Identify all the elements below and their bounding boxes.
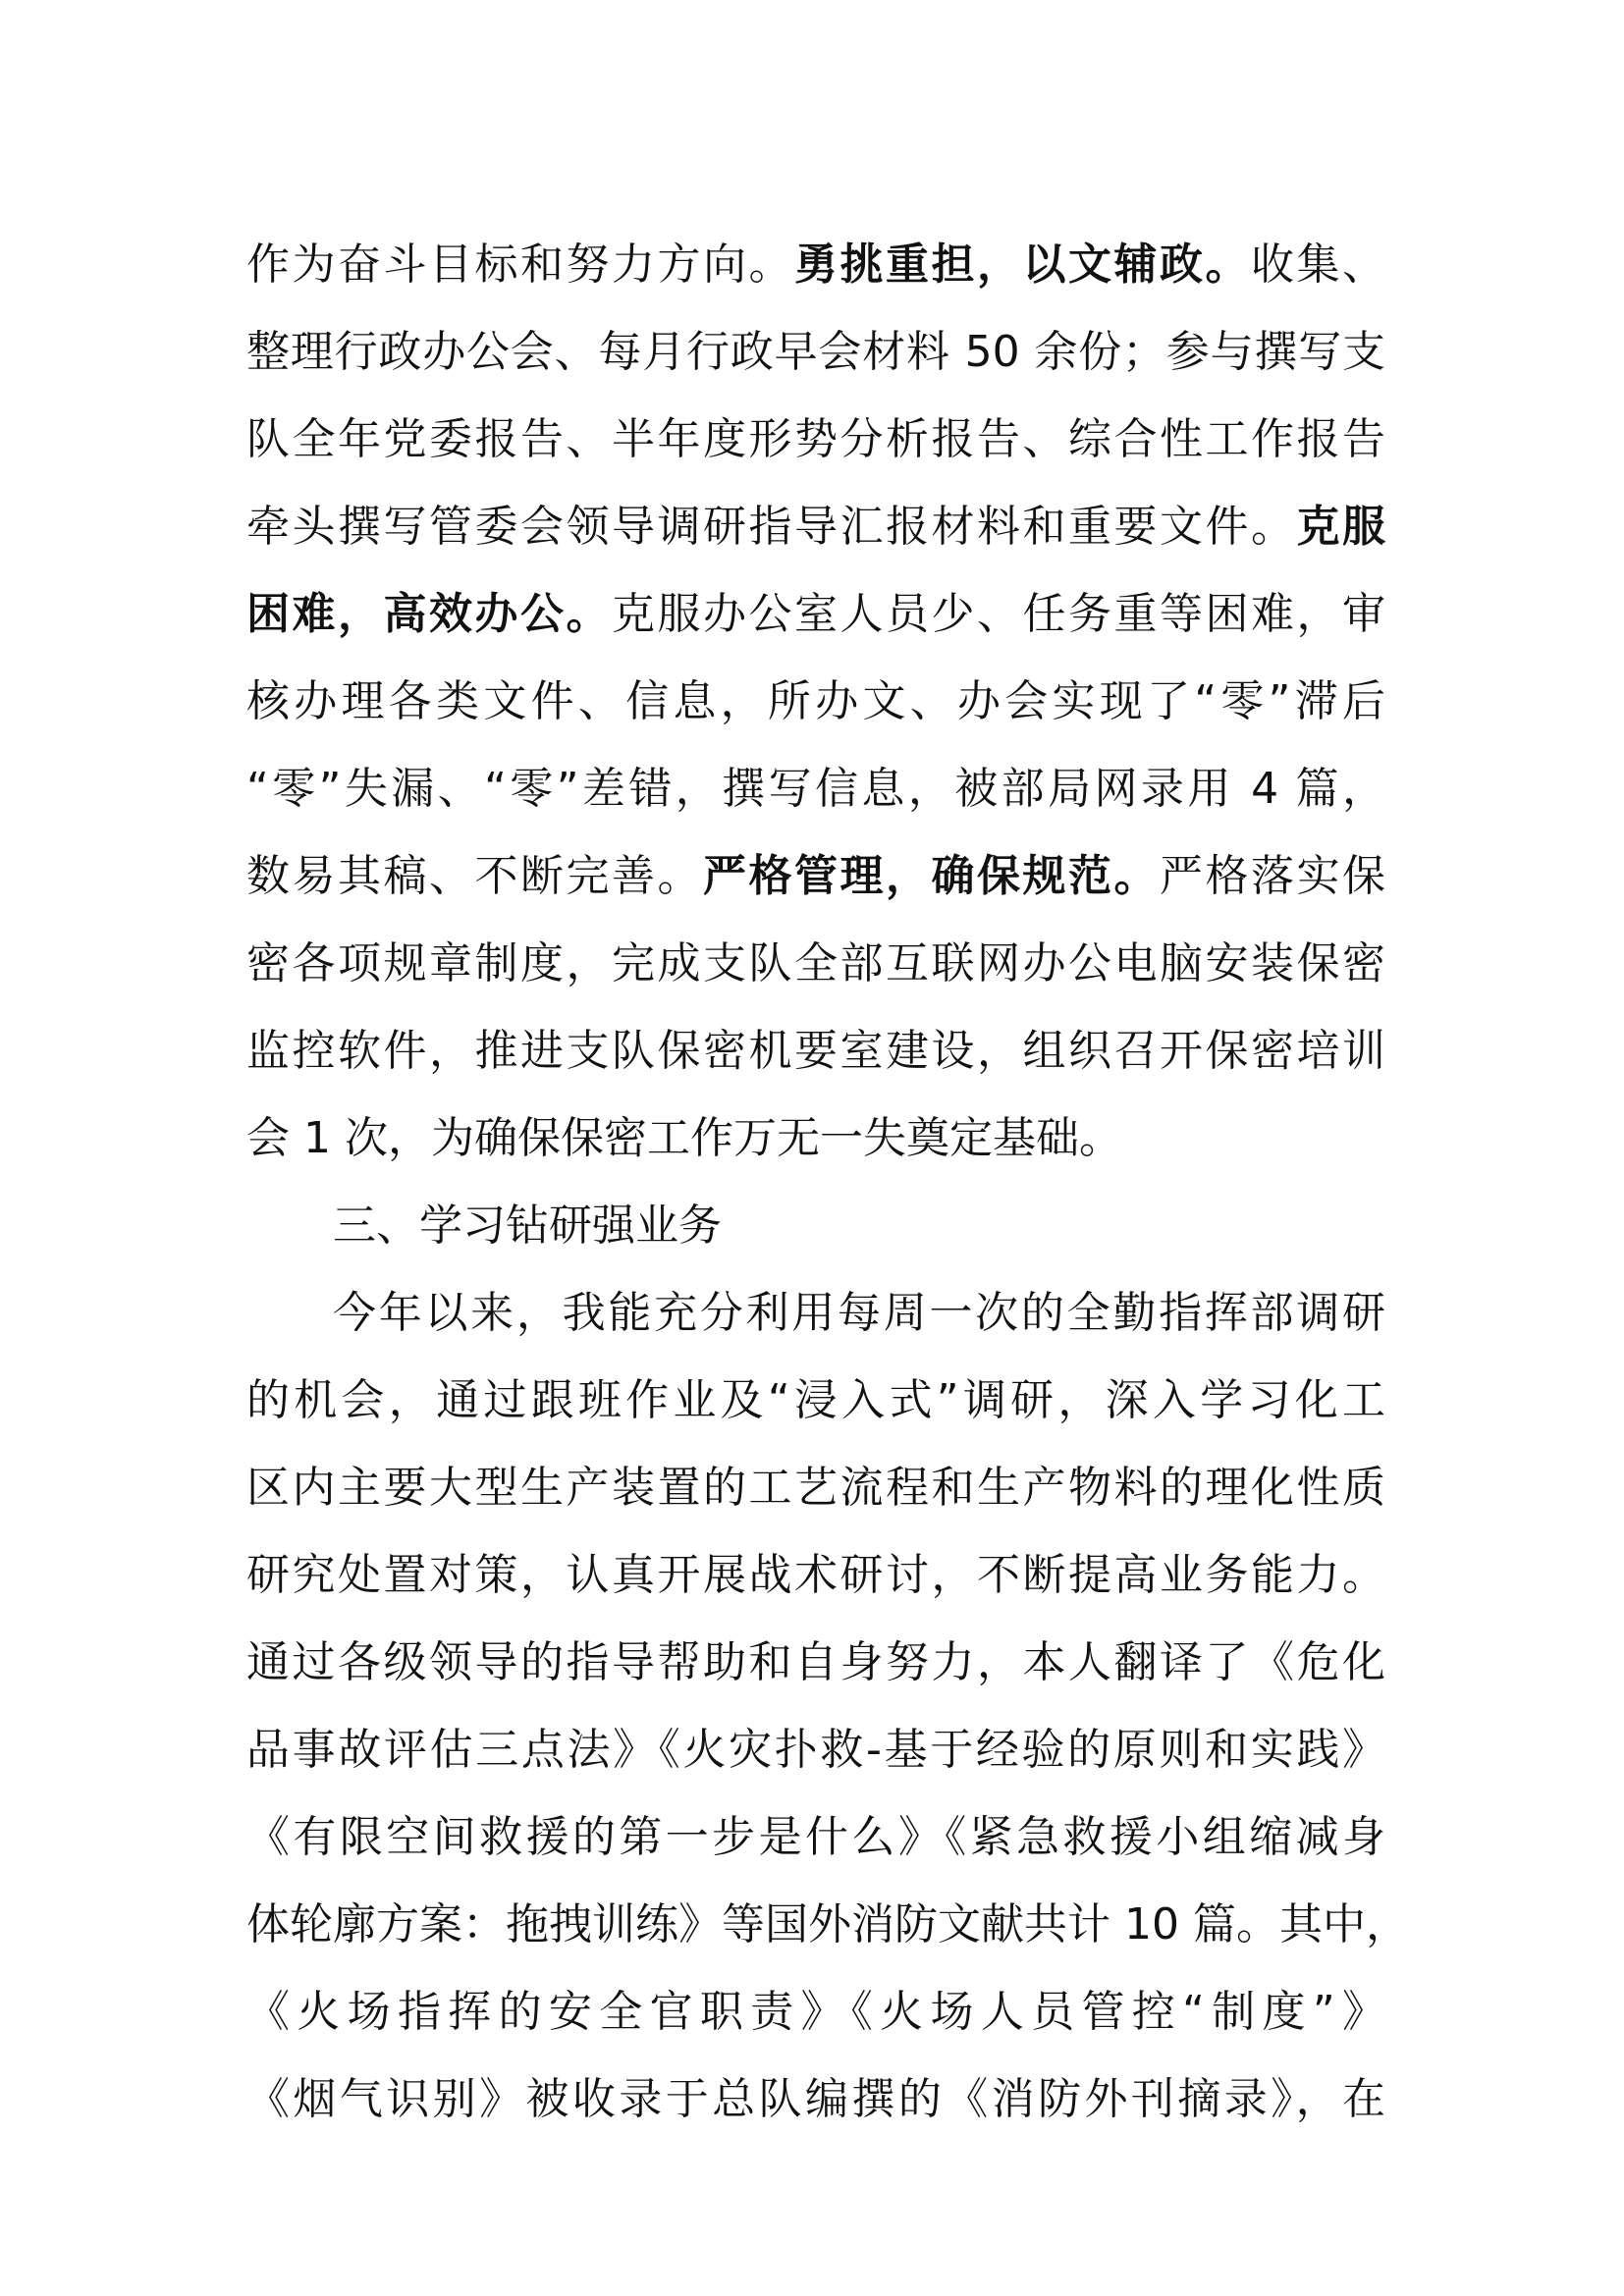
text-segment: 体轮廓方案：拖拽训练》等国外消防文献共计 10 篇。其中， <box>246 1899 1409 1949</box>
text-line <box>246 1531 1385 1619</box>
text-segment: 品事故评估三点法》《火灾扑救-基于经验的原则和实践》 <box>246 1725 1385 1775</box>
text-segment: 《有限空间救援的第一步是什么》《紧急救援小组缩减身 <box>246 1812 1385 1862</box>
text-segment: 作为奋斗目标和努力方向。 <box>246 240 794 290</box>
body-text <box>246 221 1409 2143</box>
text-segment: 严格落实保 <box>1160 851 1385 901</box>
text-segment: 通过各级领导的指导帮助和自身努力，本人翻译了《危化 <box>246 1637 1385 1687</box>
text-segment: 克服办公室人员少、任务重等困难，审 <box>612 589 1385 639</box>
text-segment: 研究处置对策，认真开展战术研讨，不断提高业务能力。 <box>246 1550 1385 1600</box>
text-line <box>246 396 1385 483</box>
text-line <box>246 1182 1385 1269</box>
text-segment: 的机会，通过跟班作业及“浸入式”调研，深入学习化工 <box>246 1375 1385 1425</box>
text-line <box>246 570 1385 658</box>
text-segment: 整理行政办公会、每月行政早会材料 50 余份；参与撰写支 <box>246 327 1385 377</box>
bold-heading-phrase: 勇挑重担，以文辅政。 <box>794 240 1251 290</box>
text-segment: 牵头撰写管委会领导调研指导汇报材料和重要文件。 <box>246 502 1297 552</box>
text-line <box>246 1444 1385 1531</box>
text-segment: 《火场指挥的安全官职责》《火场人员管控“制度”》 <box>246 1987 1385 2037</box>
text-line <box>246 745 1385 832</box>
text-line <box>246 221 1385 308</box>
text-segment: 今年以来，我能充分利用每周一次的全勤指挥部调研 <box>333 1288 1385 1338</box>
text-line <box>246 920 1385 1007</box>
text-segment: 核办理各类文件、信息，所办文、办会实现了“零”滞后 <box>246 676 1385 726</box>
text-line <box>246 1793 1385 1881</box>
text-line <box>246 658 1385 745</box>
text-line <box>246 308 1385 396</box>
text-segment: 数易其稿、不断完善。 <box>246 851 703 901</box>
text-line <box>246 1357 1385 1444</box>
text-line <box>246 1881 1409 1968</box>
text-line <box>246 1706 1385 1793</box>
bold-heading-phrase: 困难，高效办公。 <box>246 589 612 639</box>
text-segment: 三、学习钻研强业务 <box>333 1201 722 1251</box>
text-line <box>246 1269 1385 1357</box>
text-segment: 密各项规章制度，完成支队全部互联网办公电脑安装保密 <box>246 938 1385 988</box>
text-segment: 《烟气识别》被收录于总队编撰的《消防外刊摘录》，在 <box>246 2074 1385 2124</box>
text-line <box>246 483 1385 570</box>
bold-heading-phrase: 严格管理，确保规范。 <box>703 851 1160 901</box>
text-line <box>246 1095 1385 1182</box>
text-line <box>246 1619 1385 1706</box>
text-segment: “零”失漏、“零”差错，撰写信息，被部局网录用 4 篇， <box>246 764 1385 814</box>
text-segment: 会 1 次，为确保保密工作万无一失奠定基础。 <box>246 1113 1122 1163</box>
text-line <box>246 832 1385 920</box>
text-segment: 队全年党委报告、半年度形势分析报告、综合性工作报告 <box>246 414 1385 464</box>
bold-heading-phrase: 克服 <box>1296 502 1385 552</box>
text-segment: 区内主要大型生产装置的工艺流程和生产物料的理化性质 <box>246 1463 1385 1513</box>
text-line <box>246 2056 1385 2143</box>
text-segment: 收集、 <box>1251 240 1385 290</box>
text-segment: 监控软件，推进支队保密机要室建设，组织召开保密培训 <box>246 1026 1385 1076</box>
text-line <box>246 1007 1385 1095</box>
text-line <box>246 1968 1385 2056</box>
